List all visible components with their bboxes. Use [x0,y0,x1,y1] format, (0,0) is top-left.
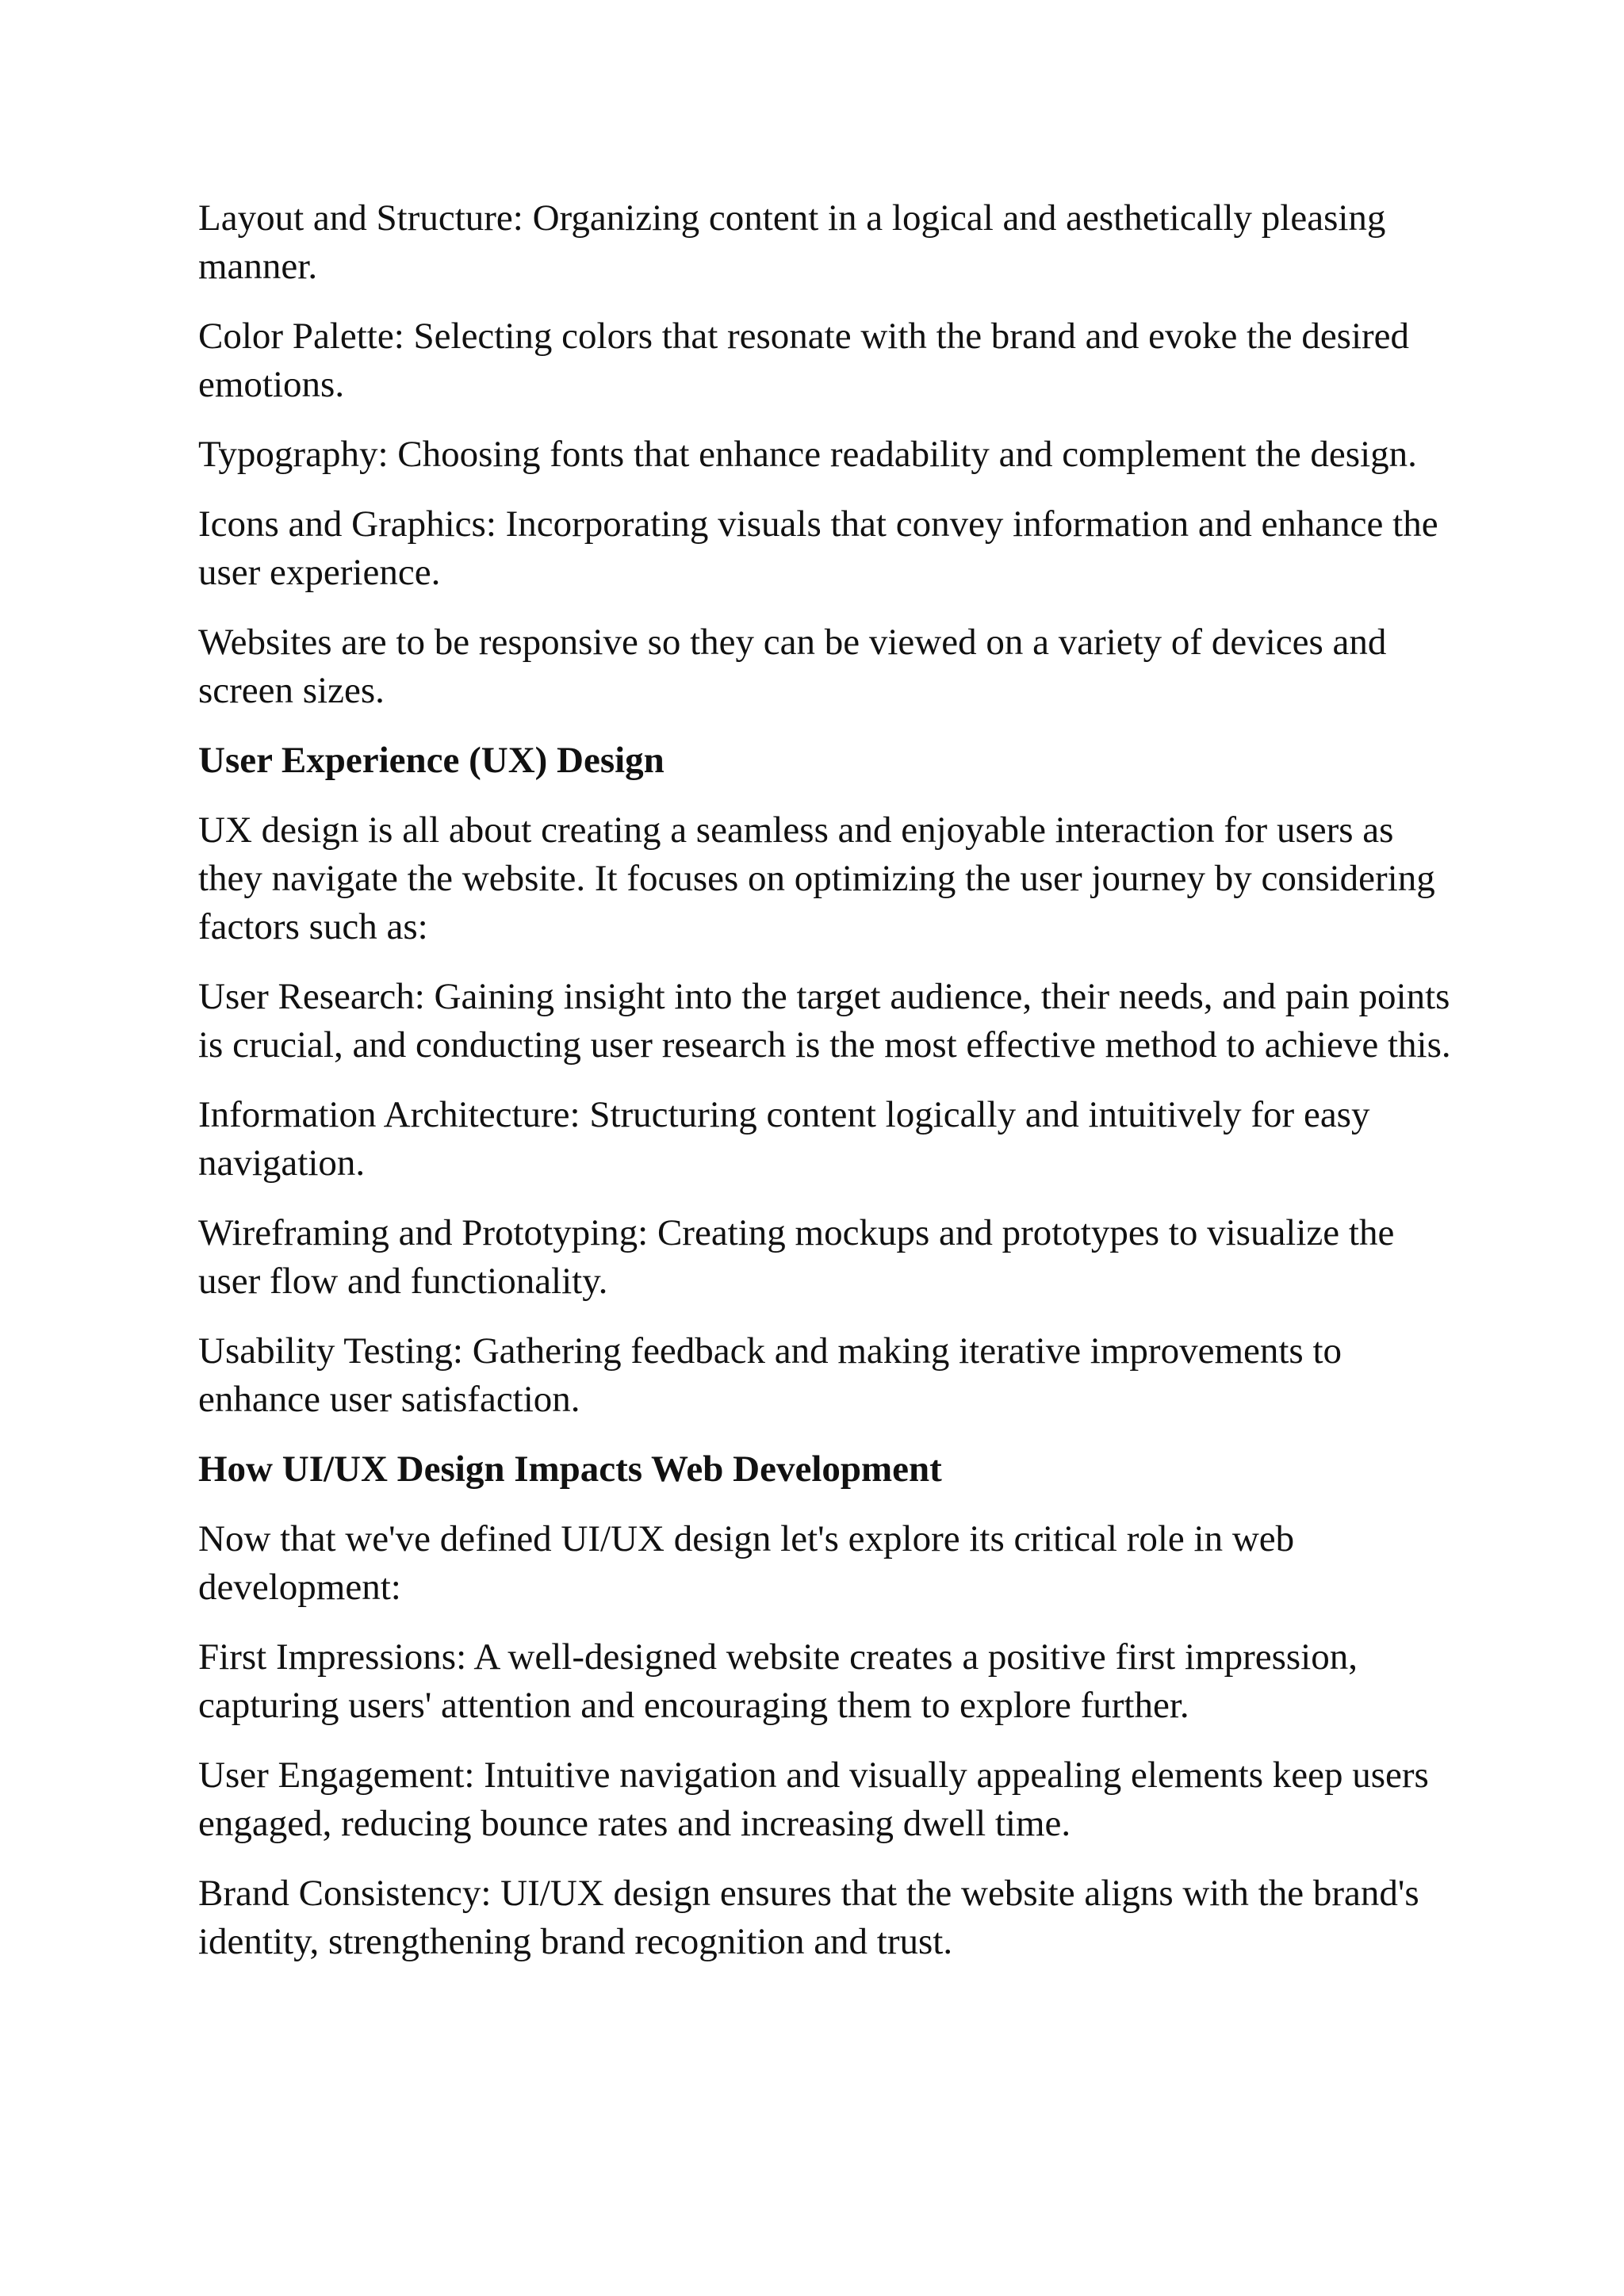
paragraph-usability-testing: Usability Testing: Gathering feedback and making iterative improvements to enhance user satisfaction. [198,1330,1342,1420]
paragraph-wireframing: Wireframing and Prototyping: Creating mockups and prototypes to visualize the user flow and functionality. [198,1212,1395,1302]
paragraph-user-research: User Research: Gaining insight into the target audience, their needs, and pain points is crucial, and conducting user research is the most effective method to achieve this. [198,976,1451,1066]
paragraph-brand-consistency: Brand Consistency: UI/UX design ensures that the website aligns with the brand's identity, strengthening brand recognition and trust. [198,1873,1419,1962]
paragraph-ux-intro: UX design is all about creating a seamless and enjoyable interaction for users as they navigate the website. It focuses on optimizing the user journey by considering factors such as: [198,809,1435,947]
heading-uiux-impact: How UI/UX Design Impacts Web Development [198,1448,942,1490]
paragraph-layout-structure: Layout and Structure: Organizing content in a logical and aesthetically pleasing manner. [198,197,1386,287]
paragraph-user-engagement: User Engagement: Intuitive navigation and visually appealing elements keep users engaged, reducing bounce rates and increasing dwell time. [198,1755,1429,1844]
paragraph-responsive: Websites are to be responsive so they can be viewed on a variety of devices and screen sizes. [198,622,1387,711]
paragraph-icons-graphics: Icons and Graphics: Incorporating visuals that convey information and enhance the user experience. [198,503,1438,593]
heading-ux-design: User Experience (UX) Design [198,740,665,781]
document-body [198,194,1451,1988]
paragraph-color-palette: Color Palette: Selecting colors that resonate with the brand and evoke the desired emotions. [198,316,1410,405]
paragraph-typography: Typography: Choosing fonts that enhance readability and complement the design. [198,434,1417,475]
paragraph-impact-intro: Now that we've defined UI/UX design let's explore its critical role in web development: [198,1518,1295,1608]
paragraph-first-impressions: First Impressions: A well-designed website creates a positive first impression, capturing users' attention and encouraging them to explore further. [198,1636,1358,1726]
paragraph-information-architecture: Information Architecture: Structuring content logically and intuitively for easy navigation. [198,1094,1370,1184]
